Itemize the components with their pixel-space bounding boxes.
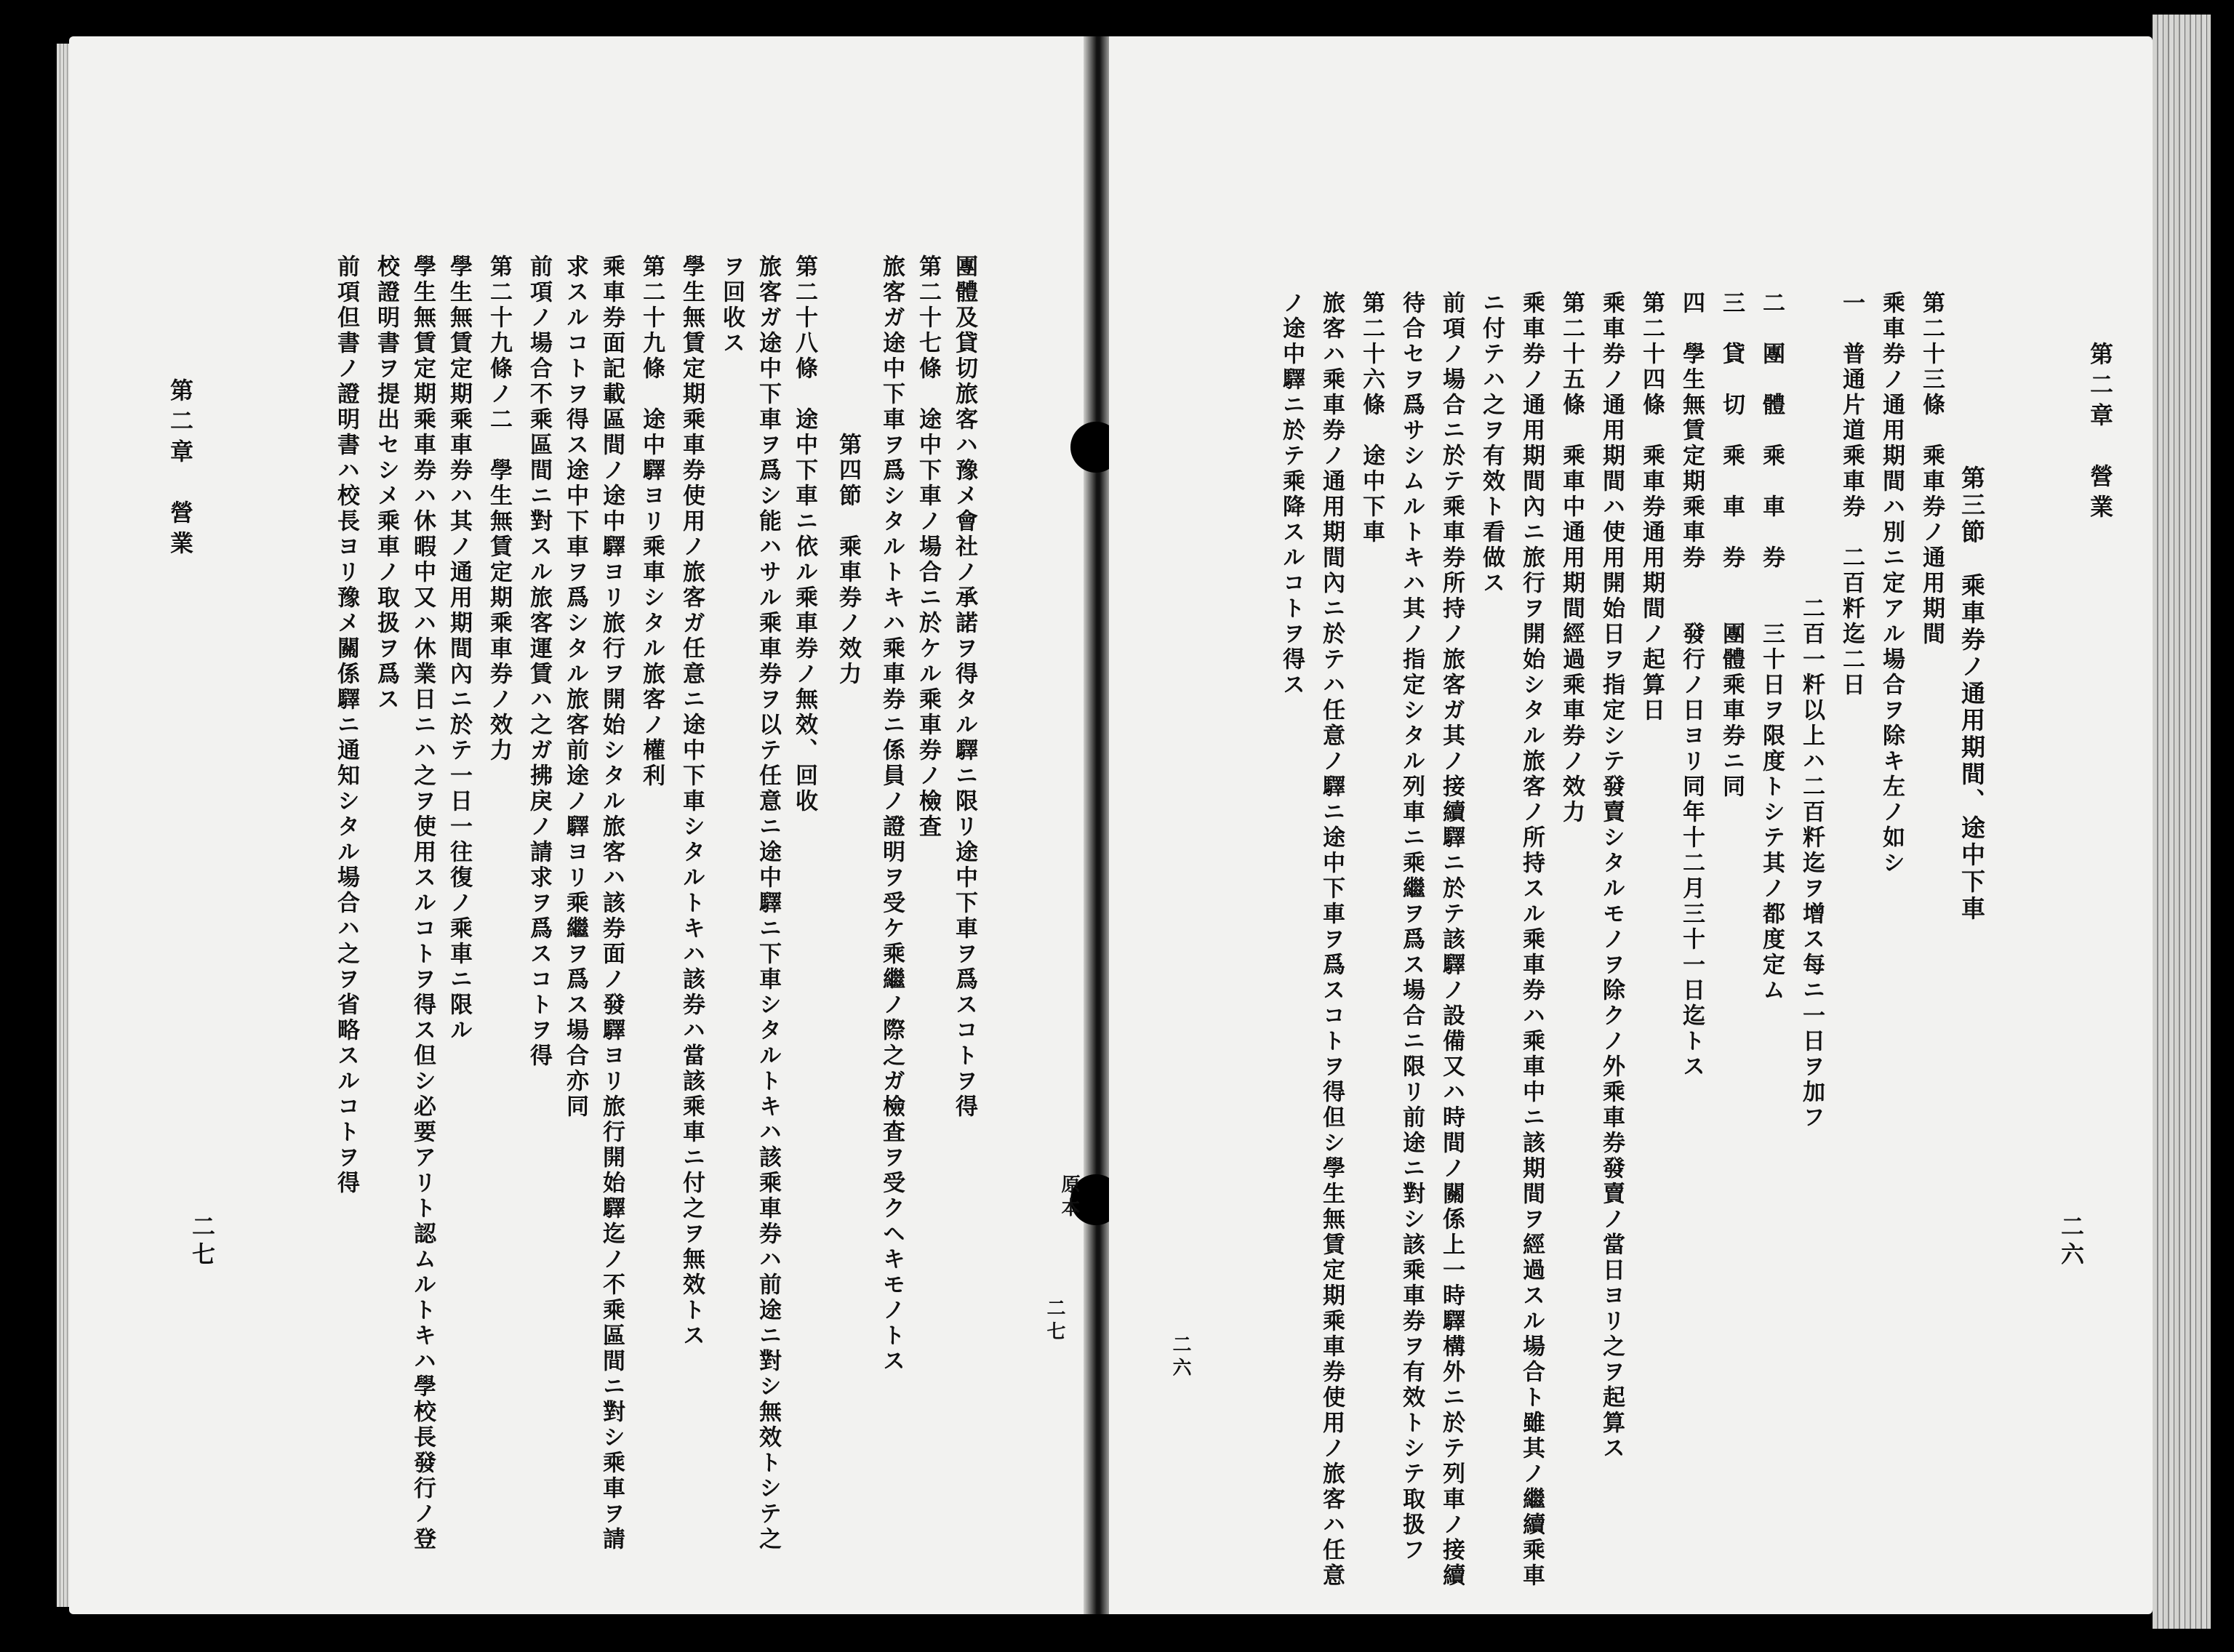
right-column: ノ途中驛ニ於テ乘降スルコトヲ得ス xyxy=(1278,291,1305,698)
left-column: 第二十八條 途中下車ニ依ル乘車券ノ無效、回收 xyxy=(791,254,817,814)
right-column: 第二十三條 乘車券ノ通用期間 xyxy=(1918,291,1945,647)
left-column: 校證明書ヲ提出セシメ乘車ノ取扱ヲ爲ス xyxy=(373,254,399,713)
left-page-number: 二七 xyxy=(188,1214,216,1270)
right-column: 前項ノ場合ニ於テ乘車券所持ノ旅客ガ其ノ接續驛ニ於テ該驛ノ設備又ハ時間ノ關係上一時驛構外ニ於テ列車ノ接續 xyxy=(1438,291,1465,1589)
right-column: 第二十六條 途中下車 xyxy=(1358,291,1385,545)
right-column: 二 團 體 乘 車 券 三十日ヲ限度トシテ其ノ都度定ム xyxy=(1758,291,1785,1003)
left-column: 學生無賃定期乘車券ハ休暇中又ハ休業日ニハ之ヲ使用スルコトヲ得ス但シ必要アリト認ムルトキハ學校長發行ノ登 xyxy=(409,254,436,1552)
gutter-label: 原本 xyxy=(1058,1174,1080,1221)
right-running-head: 第二章 營業 xyxy=(2086,342,2114,525)
right-column: 三 貸 切 乘 車 券 團體乘車券ニ同 xyxy=(1718,291,1745,800)
right-column: 待合セヲ爲サシムルトキハ其ノ指定シタル列車ニ乘繼ヲ爲ス場合ニ限リ前途ニ對シ該乘車券ヲ有效トシテ取扱フ xyxy=(1398,291,1425,1563)
right-column: 第二十五條 乘車中通用期間經過乘車券ノ效力 xyxy=(1558,291,1585,825)
left-running-head: 第二章 營業 xyxy=(167,378,194,561)
left-column: 第二十九條 途中驛ヨリ乘車シタル旅客ノ權利 xyxy=(638,254,665,789)
right-column: ニ付テハ之ヲ有效ト看做ス xyxy=(1478,291,1505,596)
left-column: 乘車券面記載區間ノ途中驛ヨリ旅行ヲ開始シタル旅客ハ該券面ノ發驛ヨリ旅行開始驛迄ノ不乘區間ニ對シ乘車ヲ請 xyxy=(598,254,625,1552)
right-column: 乘車券ノ通用期間內ニ旅行ヲ開始シタル旅客ノ所持スル乘車券ハ乘車中ニ該期間ヲ經過スル場合ト雖其ノ繼續乘車 xyxy=(1518,291,1545,1589)
right-column: 第三節 乘車券ノ通用期間、途中下車 xyxy=(1958,465,1986,923)
left-column: 前項但書ノ證明書ハ校長ヨリ豫メ關係驛ニ通知シタル場合ハ之ヲ省略スルコトヲ得 xyxy=(333,254,359,1196)
right-column: 一 普通片道乘車券 二百粁迄二日 xyxy=(1838,291,1865,698)
right-column: 乘車券ノ通用期間ハ別ニ定アル場合ヲ除キ左ノ如シ xyxy=(1878,291,1905,876)
right-column: 二百一粁以上ハ二百粁迄ヲ增ス每ニ一日ヲ加フ xyxy=(1798,596,1825,1131)
gutter-number: 二七 xyxy=(1044,1298,1065,1344)
left-column: 第四節 乘車券ノ效力 xyxy=(835,433,861,687)
book-spine xyxy=(1084,36,1113,1614)
right-page-number: 二六 xyxy=(2057,1214,2085,1270)
right-column: 四 學生無賃定期乘車券 發行ノ日ヨリ同年十二月三十一日迄トス xyxy=(1678,291,1705,1080)
right-column: 乘車券ノ通用期間ハ使用開始日ヲ指定シテ發賣シタルモノヲ除クノ外乘車券發賣ノ當日ヨリ之ヲ起算ス xyxy=(1598,291,1625,1461)
left-column: ヲ回收ス xyxy=(718,254,745,356)
left-column: 前項ノ場合不乘區間ニ對スル旅客運賃ハ之ガ拂戾ノ請求ヲ爲スコトヲ得 xyxy=(526,254,552,1069)
right-column: 旅客ハ乘車券ノ通用期間內ニ於テハ任意ノ驛ニ途中下車ヲ爲スコトヲ得但シ學生無賃定期乘車券使用ノ旅客ハ任意 xyxy=(1318,291,1345,1589)
right-footer-mark: 二六 xyxy=(1169,1334,1191,1381)
right-page-edges xyxy=(2153,15,2211,1629)
right-page xyxy=(1109,36,2153,1614)
left-page xyxy=(69,36,1105,1614)
left-column: 學生無賃定期乘車券使用ノ旅客ガ任意ニ途中下車シタルトキハ該券ハ當該乘車ニ付之ヲ無效トス xyxy=(678,254,705,1349)
left-column: 第二十七條 途中下車ノ場合ニ於ケル乘車券ノ檢査 xyxy=(915,254,941,840)
left-column: 團體及貸切旅客ハ豫メ會社ノ承諾ヲ得タル驛ニ限リ途中下車ヲ爲スコトヲ得 xyxy=(951,254,977,1120)
left-column: 旅客ガ途中下車ヲ爲シタルトキハ乘車券ニ係員ノ證明ヲ受ケ乘繼ノ際之ガ檢査ヲ受クヘキモノトス xyxy=(878,254,905,1374)
left-column: 第二十九條ノ二 學生無賃定期乘車券ノ效力 xyxy=(486,254,512,763)
left-column: 旅客ガ途中下車ヲ爲シ能ハサル乘車券ヲ以テ任意ニ途中驛ニ下車シタルトキハ該乘車券ハ前途ニ對シ無效トシテ之 xyxy=(755,254,781,1552)
right-column: 第二十四條 乘車券通用期間ノ起算日 xyxy=(1638,291,1665,723)
left-column: 求スルコトヲ得ス途中下車ヲ爲シタル旅客前途ノ驛ヨリ乘繼ヲ爲ス場合亦同 xyxy=(562,254,588,1120)
left-column: 學生無賃定期乘車券ハ其ノ通用期間內ニ於テ一日一往復ノ乘車ニ限ル xyxy=(446,254,472,1043)
